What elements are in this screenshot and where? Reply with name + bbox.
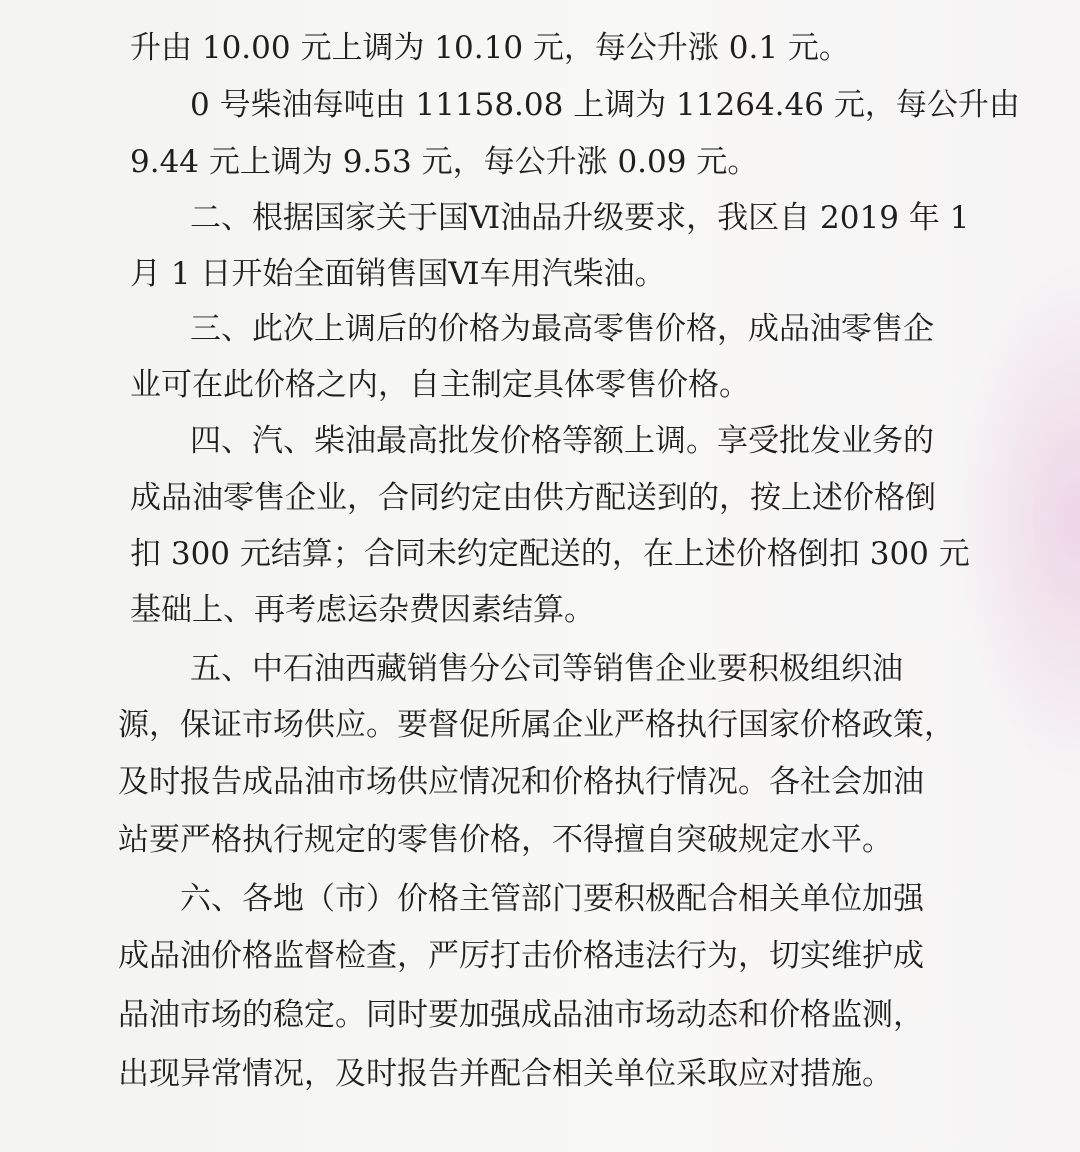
text-line-13: 源，保证市场供应。要督促所属企业严格执行国家价格政策， (118, 707, 955, 743)
text-line-14: 及时报告成品油市场供应情况和价格执行情况。各社会加油 (118, 764, 924, 800)
text-line-7: 业可在此价格之内，自主制定具体零售价格。 (130, 367, 750, 403)
text-line-6: 三、此次上调后的价格为最高零售价格，成品油零售企 (190, 311, 934, 347)
text-line-11: 基础上、再考虑运杂费因素结算。 (130, 592, 595, 628)
text-line-5: 月 1 日开始全面销售国Ⅵ车用汽柴油。 (130, 256, 666, 292)
text-line-1: 升由 10.00 元上调为 10.10 元，每公升涨 0.1 元。 (130, 30, 850, 66)
text-line-2: 0 号柴油每吨由 11158.08 上调为 11264.46 元，每公升由 (190, 87, 1020, 123)
text-line-17: 成品油价格监督检查，严厉打击价格违法行为，切实维护成 (118, 938, 924, 974)
text-line-3: 9.44 元上调为 9.53 元，每公升涨 0.09 元。 (130, 144, 759, 180)
text-line-15: 站要严格执行规定的零售价格，不得擅自突破规定水平。 (118, 822, 893, 858)
text-line-9: 成品油零售企业，合同约定由供方配送到的，按上述价格倒 (130, 480, 936, 516)
text-line-4: 二、根据国家关于国Ⅵ油品升级要求，我区自 2019 年 1 (190, 200, 970, 236)
text-line-16: 六、各地（市）价格主管部门要积极配合相关单位加强 (180, 881, 924, 917)
text-line-10: 扣 300 元结算；合同未约定配送的，在上述价格倒扣 300 元 (130, 536, 970, 572)
text-line-18: 品油市场的稳定。同时要加强成品油市场动态和价格监测， (118, 997, 924, 1033)
text-line-19: 出现异常情况，及时报告并配合相关单位采取应对措施。 (118, 1056, 893, 1092)
text-line-8: 四、汽、柴油最高批发价格等额上调。享受批发业务的 (190, 423, 934, 459)
text-line-12: 五、中石油西藏销售分公司等销售企业要积极组织油 (190, 651, 903, 687)
